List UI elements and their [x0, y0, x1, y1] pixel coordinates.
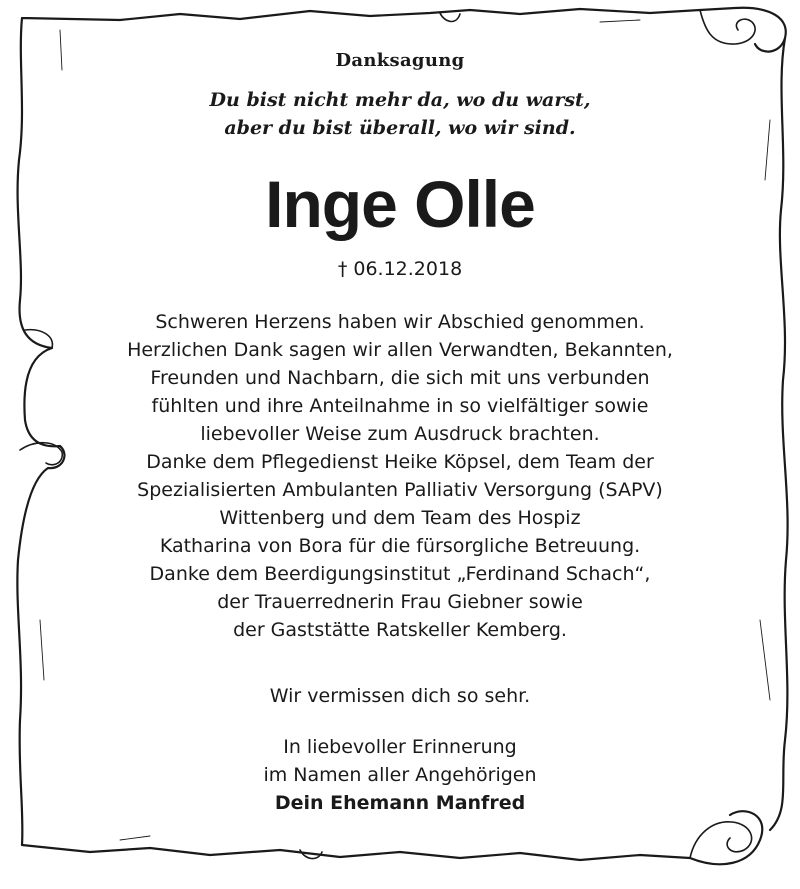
- notice-kicker: Danksagung: [335, 50, 465, 71]
- body-line: Danke dem Beerdigungsinstitut „Ferdinand Schach“,: [149, 563, 651, 585]
- motto-line: Du bist nicht mehr da, wo du warst,: [209, 89, 591, 111]
- closing-line: In liebevoller Erinnerung: [283, 736, 517, 758]
- body-line: Spezialisierten Ambulanten Palliativ Versorgung (SAPV): [137, 479, 663, 501]
- body-line: der Gaststätte Ratskeller Kemberg.: [233, 619, 567, 641]
- closing-block: [60, 733, 740, 817]
- body-line: der Trauerrednerin Frau Giebner sowie: [217, 591, 583, 613]
- miss-line: Wir vermissen dich so sehr.: [269, 685, 531, 707]
- body-line: Danke dem Pflegedienst Heike Köpsel, dem Team der: [146, 451, 654, 473]
- body-line: liebevoller Weise zum Ausdruck brachten.: [200, 423, 600, 445]
- motto-quote: [60, 86, 740, 142]
- motto-line: aber du bist überall, wo wir sind.: [224, 117, 576, 139]
- death-date: † 06.12.2018: [337, 258, 463, 280]
- gratitude-text: [60, 308, 740, 644]
- body-line: Katharina von Bora für die fürsorgliche Betreuung.: [159, 535, 641, 557]
- closing-line: im Namen aller Angehörigen: [263, 764, 537, 786]
- body-line: Wittenberg und dem Team des Hospiz: [219, 507, 581, 529]
- deceased-name: Inge Olle: [265, 167, 535, 241]
- body-line: Herzlichen Dank sagen wir allen Verwandten, Bekannten,: [127, 339, 673, 361]
- body-line: Schweren Herzens haben wir Abschied genommen.: [155, 311, 645, 333]
- body-line: fühlten und ihre Anteilnahme in so vielfältiger sowie: [151, 395, 649, 417]
- body-line: Freunden und Nachbarn, die sich mit uns verbunden: [150, 367, 650, 389]
- signature: Dein Ehemann Manfred: [274, 792, 526, 814]
